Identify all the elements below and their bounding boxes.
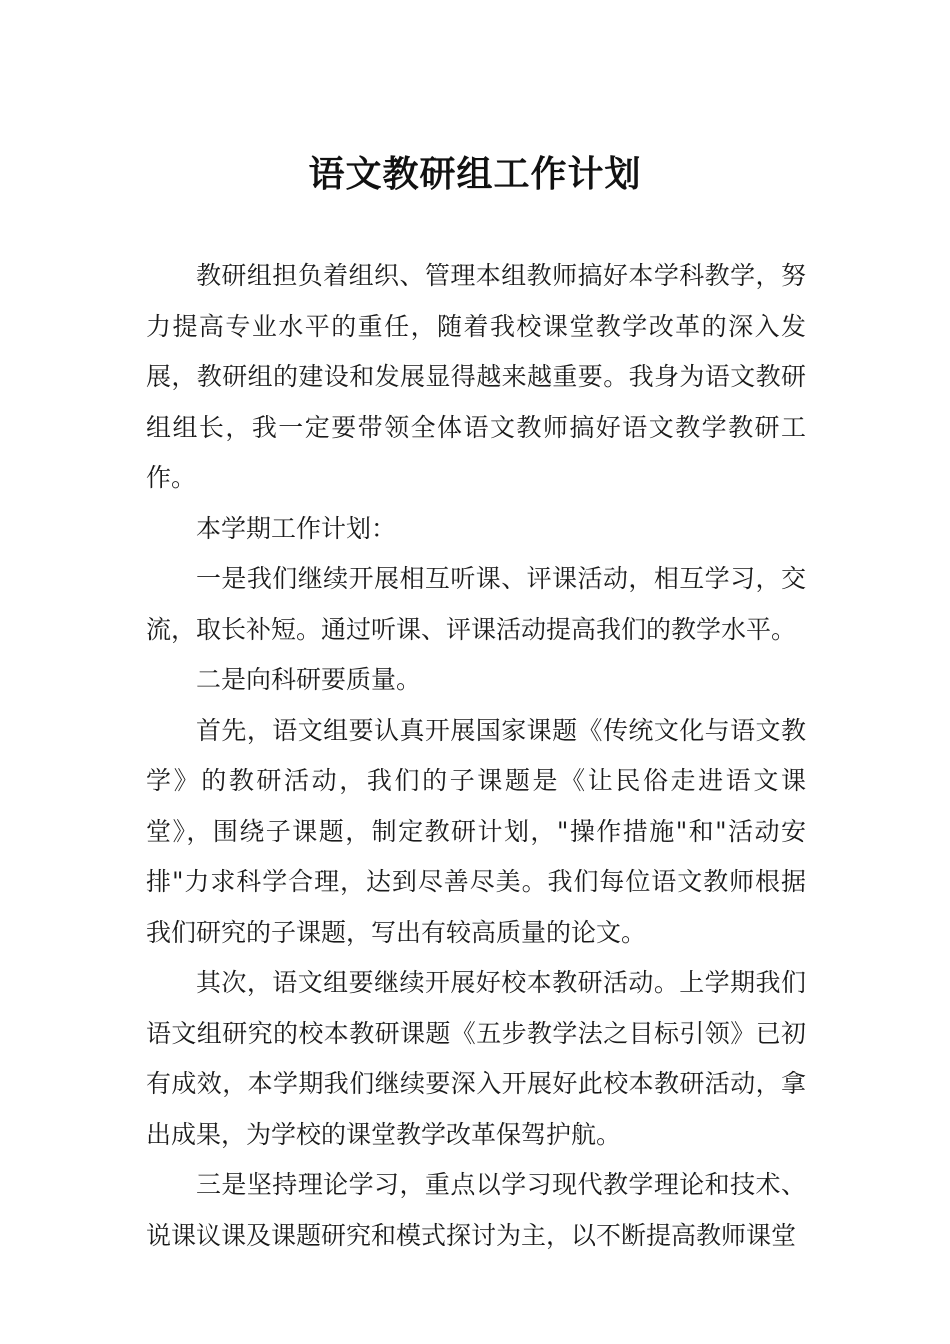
- paragraph-intro: 教研组担负着组织、管理本组教师搞好本学科教学，努力提高专业水平的重任，随着我校课堂教学改革的深入发展，教研组的建设和发展显得越来越重要。我身为语文教研组组长，我一定要带领全体语文教师搞好语文教学教研工作。: [146, 261, 806, 492]
- paragraph-item-one: 一是我们继续开展相互听课、评课活动，相互学习，交流，取长补短。通过听课、评课活动提高我们的教学水平。: [146, 564, 806, 644]
- document-body: [146, 251, 806, 1261]
- paragraph-second: 其次，语文组要继续开展好校本教研活动。上学期我们语文组研究的校本教研课题《五步教学法之目标引领》已初有成效，本学期我们继续要深入开展好此校本教研活动，拿出成果，为学校的课堂教学改革保驾护航。: [146, 968, 806, 1149]
- paragraph-item-two: 二是向科研要质量。: [196, 665, 422, 694]
- paragraph-plan-heading: 本学期工作计划：: [196, 513, 397, 543]
- document-title: 语文教研组工作计划: [308, 154, 642, 195]
- paragraph-first: 首先，语文组要认真开展国家课题《传统文化与语文教学》的教研活动，我们的子课题是《让民俗走进语文课堂》，围绕子课题，制定教研计划，"操作措施"和"活动安排"力求科学合理，达到尽善尽美。我们每位语文教师根据我们研究的子课题，写出有较高质量的论文。: [146, 715, 806, 947]
- paragraph-item-three: 三是坚持理论学习，重点以学习现代教学理论和技术、说课议课及课题研究和模式探讨为主，以不断提高教师课堂: [146, 1170, 806, 1250]
